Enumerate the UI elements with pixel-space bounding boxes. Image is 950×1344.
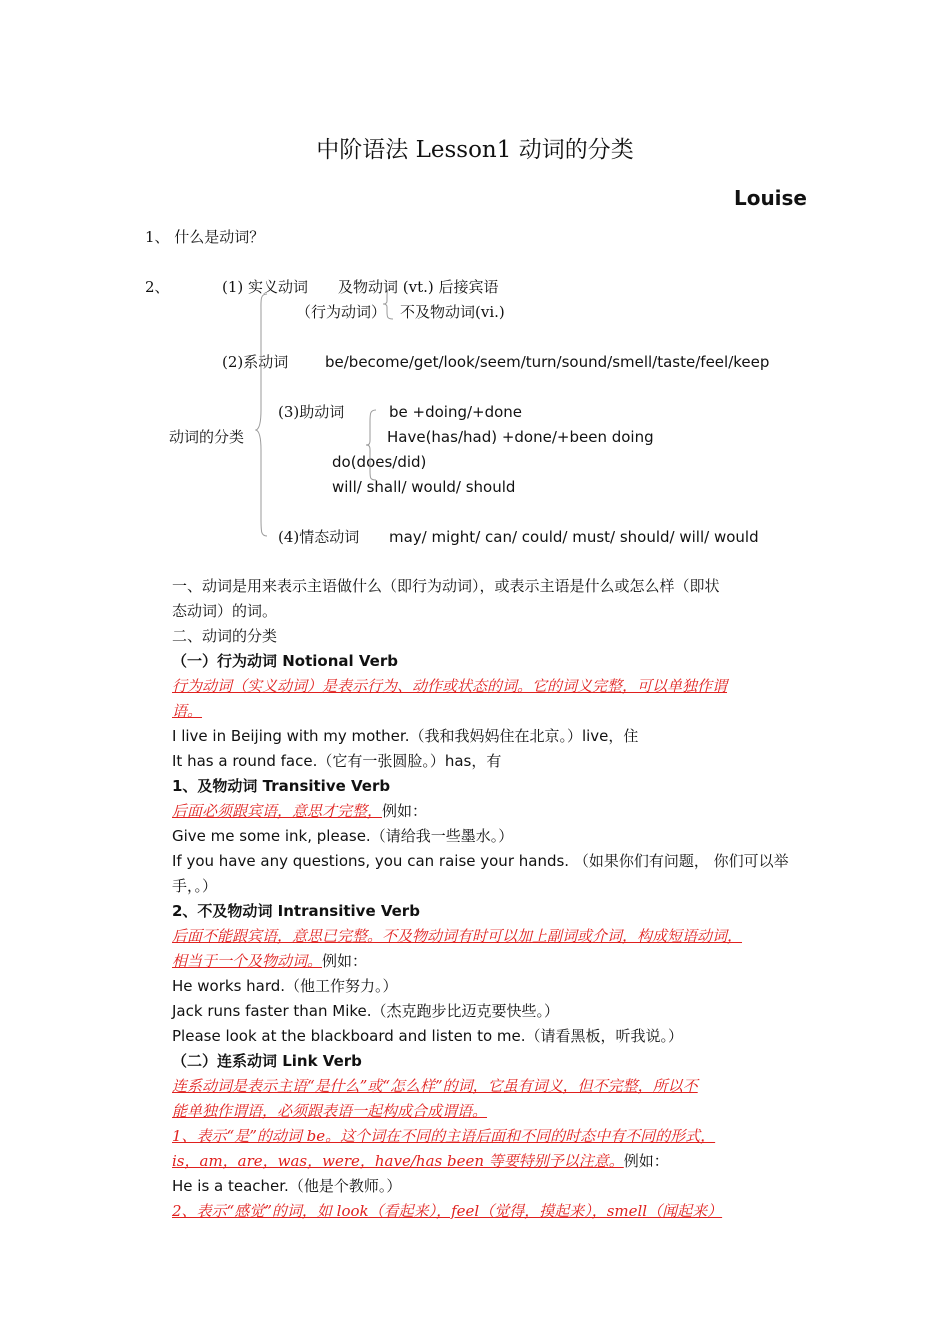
example-has: It has a round face.（它有一张圆脸。）has，有 (172, 752, 502, 770)
tree-aux-item-3: do(does/did) (332, 453, 427, 471)
tree-root: 动词的分类 (169, 428, 245, 446)
tree-node-link-verb: (2)系动词 (222, 353, 289, 371)
intransitive-definition-line-2 (172, 951, 367, 971)
tree-node-modal-verb: (4)情态动词 (278, 528, 360, 546)
tree-aux-item-2: Have(has/had) +done/+been doing (387, 428, 654, 446)
link-verb-example-label: 例如： (623, 1152, 669, 1170)
section-heading-classification: 二、动词的分类 (172, 627, 278, 645)
tree-aux-item-1: be +doing/+done (389, 403, 523, 421)
main-brace (255, 292, 275, 540)
link-verb-definition-line-1: 连系动词是表示主语“是什么”或“怎么样”的词，它虽有词义，但不完整，所以不 (172, 1077, 698, 1095)
heading-transitive-verb: 1、及物动词 Transitive Verb (172, 777, 391, 795)
tree-node-notional-verb-alias: （行为动词） (296, 303, 387, 321)
example-live: I live in Beijing with my mother.（我和我妈妈住在北京。）live，住 (172, 727, 639, 745)
page-title: 中阶语法 Lesson1 动词的分类 (316, 137, 634, 163)
link-verb-be-line-2 (172, 1151, 669, 1171)
example-teacher: He is a teacher.（他是个教师。） (172, 1177, 402, 1195)
heading-link-verb: （二）连系动词 Link Verb (172, 1052, 362, 1070)
notional-verb-brace (381, 287, 395, 321)
transitive-definition (172, 801, 427, 821)
example-give: Give me some ink, please.（请给我一些墨水。） (172, 827, 514, 845)
link-verb-be-line-1: 1、表示“是”的动词 be。这个词在不同的主语后面和不同的时态中有不同的形式， (172, 1127, 716, 1145)
notional-verb-definition-line-2: 语。 (172, 702, 203, 720)
question-2-number: 2、 (145, 278, 170, 296)
tree-aux-item-4: will/ shall/ would/ should (332, 478, 516, 496)
tree-node-auxiliary-verb: (3)助动词 (278, 403, 345, 421)
example-questions-line-1: If you have any questions, you can raise your hands. （如果你们有问题， 你们可以举 (172, 852, 789, 870)
tree-node-notional-verb: (1) 实义动词 (222, 278, 309, 296)
link-verb-be-forms: is，am，are，was，were，have/has been 等要特别予以注意。 (172, 1152, 624, 1170)
auxiliary-verb-brace (364, 408, 378, 482)
example-look: Please look at the blackboard and listen to me.（请看黑板，听我说。） (172, 1027, 684, 1045)
transitive-definition-text: 后面必须跟宾语，意思才完整， (172, 802, 383, 820)
link-verb-definition-line-2: 能单独作谓语，必须跟表语一起构成合成谓语。 (172, 1102, 488, 1120)
author-name: Louise (733, 186, 807, 210)
heading-notional-verb: （一）行为动词 Notional Verb (172, 652, 398, 670)
intransitive-definition-text: 相当于一个及物动词。 (172, 952, 323, 970)
notional-verb-definition-line-1: 行为动词（实义动词）是表示行为、动作或状态的词。它的词义完整，可以单独作谓 (172, 677, 728, 695)
tree-link-verb-list: be/become/get/look/seem/turn/sound/smell/taste/feel/keep (325, 353, 770, 371)
tree-node-transitive: 及物动词 (vt.) 后接宾语 (338, 278, 499, 296)
question-1: 1、 什么是动词？ (145, 228, 265, 246)
intransitive-example-label: 例如： (322, 952, 368, 970)
example-works: He works hard.（他工作努力。） (172, 977, 398, 995)
link-verb-sense-line: 2、表示“感觉”的词，如 look（看起来），feel（觉得，摸起来），smell（闻起来） (172, 1202, 723, 1220)
intransitive-definition-line-1: 后面不能跟宾语，意思已完整。不及物动词有时可以加上副词或介词，构成短语动词， (172, 927, 743, 945)
definition-line-1: 一、动词是用来表示主语做什么（即行为动词），或表示主语是什么或怎么样（即状 (172, 577, 720, 595)
heading-intransitive-verb: 2、不及物动词 Intransitive Verb (172, 902, 420, 920)
tree-node-intransitive: 不及物动词(vi.) (400, 303, 505, 321)
transitive-example-label: 例如： (382, 802, 428, 820)
example-runs: Jack runs faster than Mike.（杰克跑步比迈克要快些。） (172, 1002, 560, 1020)
example-questions-line-2: 手，。） (172, 877, 218, 895)
definition-line-2: 态动词）的词。 (172, 602, 278, 620)
tree-modal-verb-list: may/ might/ can/ could/ must/ should/ will/ would (389, 528, 759, 546)
